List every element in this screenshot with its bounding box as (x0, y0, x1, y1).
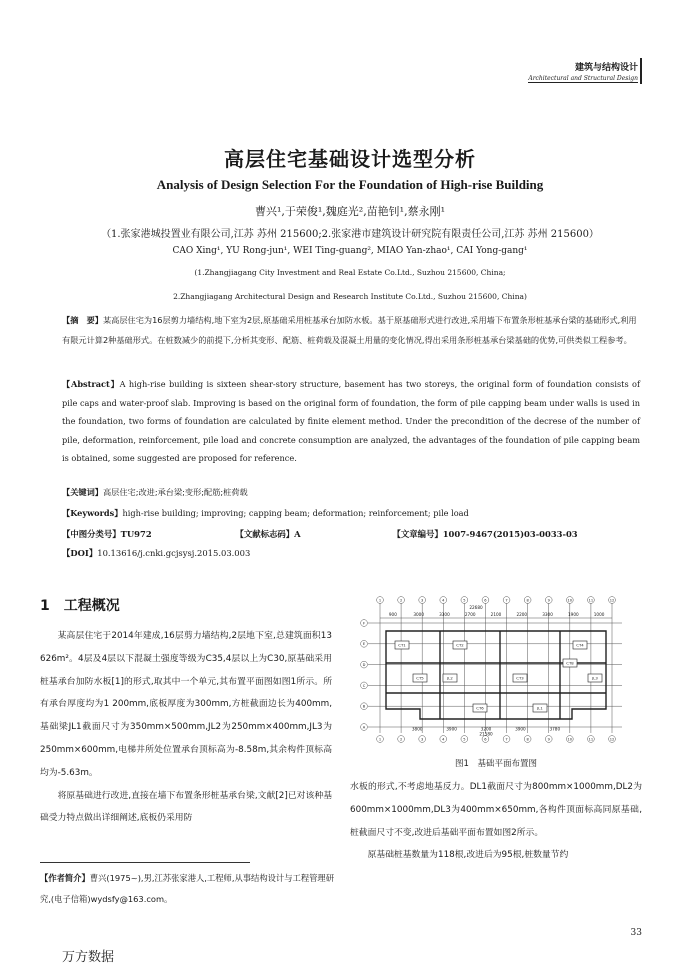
footnote-text: 曹兴(1975~),男,江苏张家港人,工程师,从事结构设计与工程管理研究,(电子信箱)wydsfy@163.com。 (40, 873, 335, 904)
footnote-label: 【作者简介】 (40, 873, 90, 883)
article-no-value: 1007-9467(2015)03-0033-03 (442, 529, 578, 539)
journal-header (528, 60, 638, 82)
cap-label-JL2: JL2 (447, 675, 453, 681)
axis-number-bottom-10: 10 (567, 737, 573, 742)
clc-label: 【中图分类号】 (62, 529, 121, 539)
abstract-en-text: A high-rise building is sixteen shear-story structure, basement has two storeys, the original form of foundation consists of pile caps and water-proof slab. Improving is based on the original form of foundation, the form of pile capping beam under walls is used in the foundation, two forms of foundation are calculated by finite element method. Under the precondition of the decrese of the number of pile, deformation, reinforcement, pile load and concrete consumption are analyzed, the advantages of the foundation of pile capping beam is obtained, some suggested are proposed for reference. (62, 379, 640, 463)
plan-text (363, 599, 615, 742)
journal-header-en: Architectural and Structural Design (528, 75, 638, 82)
axis-number-bottom-5: 5 (463, 737, 466, 742)
article-no-label: 【文章编号】 (392, 529, 443, 539)
axis-number-top-4: 4 (442, 598, 445, 603)
author-footnote (40, 868, 340, 910)
keywords-zh-label: 【关键词】 (62, 487, 103, 497)
axis-number-top-6: 6 (484, 598, 487, 603)
abstract-en-label: 【Abstract】 (62, 379, 120, 389)
keywords-en (62, 505, 640, 521)
dim-bottom-0: 3800 (411, 726, 423, 732)
axis-letter-E: E (362, 642, 366, 647)
axis-number-bottom-3: 3 (421, 737, 424, 742)
foundation-plan-figure (350, 595, 642, 755)
dim-top-3: 2700 (464, 612, 476, 617)
axis-number-top-9: 9 (547, 598, 550, 603)
dim-bottom-1: 3900 (446, 726, 457, 732)
dim-top-7: 1900 (567, 612, 579, 617)
plan-grid (361, 597, 622, 743)
dim-top-5: 2200 (516, 612, 528, 617)
dim-top-4: 2100 (490, 612, 502, 617)
section-title: 1 工程概况 (40, 598, 120, 614)
axis-letter-F: F (362, 621, 366, 626)
axis-number-top-8: 8 (526, 598, 529, 603)
dim-top-2: 3300 (439, 612, 450, 617)
axis-number-top-7: 7 (505, 598, 508, 603)
axis-number-bottom-8: 8 (526, 737, 529, 742)
axis-number-bottom-12: 12 (609, 737, 615, 742)
doi-value: 10.13616/j.cnki.gcjsysj.2015.03.003 (97, 548, 251, 558)
footnote-rule (40, 862, 250, 863)
dim-top-1: 3000 (413, 612, 425, 617)
header-bar (640, 58, 642, 84)
doc-code-label: 【文献标志码】 (235, 529, 295, 539)
body-right-column (350, 776, 642, 867)
title-en: Analysis of Design Selection For the Foundation of High-rise Building (156, 177, 544, 192)
cap-label-CT6: CT6 (476, 705, 484, 711)
cap-label-CT1: CT1 (398, 642, 406, 648)
axis-number-bottom-7: 7 (505, 737, 508, 742)
header-rule (528, 82, 638, 83)
cap-label-CT5: CT5 (416, 675, 424, 681)
paragraph-2: 将原基础进行改进,直接在墙下布置条形桩基承台梁,文献[2]已对该种基础受力特点做出详细阐述,底板仍采用防 (40, 790, 332, 824)
cap-label-CT4: CT4 (576, 642, 584, 648)
affiliations-zh: （1.张家港城投置业有限公司,江苏 苏州 215600;2.张家港市建筑设计研究院有限责任公司,江苏 苏州 215600） (101, 229, 599, 240)
axis-number-top-2: 2 (399, 598, 403, 603)
axis-letter-B: B (362, 704, 366, 709)
axis-number-top-11: 11 (588, 598, 594, 603)
cap-label-CT2: CT2 (456, 642, 464, 648)
affiliation-en-2: 2.Zhangjiagang Architectural Design and Research Institute Co.Ltd., Suzhou 215600, China) (173, 292, 527, 301)
plan-pile-caps (395, 641, 602, 712)
dim-bottom-4: 3780 (549, 726, 561, 732)
affiliation-en-1: (1.Zhangjiagang City Investment and Real Estate Co.Ltd., Suzhou 215600, China; (194, 268, 506, 277)
doi-label: 【DOI】 (62, 548, 98, 558)
cap-label-CT8: CT8 (566, 660, 574, 666)
paragraph-2-continued: 水板的形式,不考虑地基反力。DL1截面尺寸为800mm×1000mm,DL2为600mm×1000mm,DL3为400mm×650mm,各构件顶面标高同原基础,桩截面尺寸不变,改进后基础平面布置如图2所示。 (350, 782, 642, 838)
watermark: 万方数据 (62, 950, 115, 965)
axis-number-bottom-4: 4 (442, 737, 445, 742)
abstract-zh-label: 【摘 要】 (62, 315, 103, 325)
classification-row (62, 526, 640, 542)
authors-en: CAO Xing¹, YU Rong-jun¹, WEI Ting-guang², MIAO Yan-zhao¹, CAI Yong-gang¹ (172, 246, 528, 256)
axis-number-bottom-9: 9 (547, 737, 550, 742)
axis-letter-D: D (362, 663, 366, 667)
axis-number-bottom-11: 11 (588, 737, 594, 742)
axis-letter-A: A (362, 725, 366, 730)
doc-code-value: A (294, 529, 301, 539)
dim-bottom-3: 3900 (515, 726, 526, 732)
cap-label-JL1: JL1 (537, 705, 543, 711)
body-left-column (40, 625, 332, 830)
dim-top-total: 22680 (469, 605, 483, 610)
paragraph-3: 原基础桩基数量为118根,改进后为95根,桩数量节约 (367, 850, 569, 861)
axis-number-bottom-1: 1 (378, 737, 382, 742)
paragraph-1: 某高层住宅于2014年建成,16层剪力墙结构,2层地下室,总建筑面积13 626m²。4层及4层以下混凝土强度等级为C35,4层以上为C30,原基础采用桩基承台加防水板[1]的形式,取其中一个单元,其布置平面图如图1所示。所有承台厚度均为1 200mm,底板厚度为300mm,方桩截面边长为400mm,基础梁JL1截面尺寸为350mm×500mm,JL2为250mm×400mm,JL3为250mm×600mm,电梯井所处位置承台顶标高为-8.58m,其余构件顶标高均为-5.63m。 (40, 631, 332, 778)
cap-label-JL3: JL3 (592, 675, 598, 681)
dim-top-6: 3300 (542, 612, 553, 617)
abstract-en (62, 375, 640, 468)
keywords-zh-text: 高层住宅;改进;承台梁;变形;配筋;桩荷载 (102, 487, 248, 497)
keywords-en-label: 【Keywords】 (62, 508, 123, 518)
axis-number-top-12: 12 (609, 598, 615, 603)
keywords-zh (62, 484, 640, 500)
keywords-en-text: high-rise building; improving; capping beam; deformation; reinforcement; pile load (122, 508, 469, 518)
figure-1-caption: 图1 基础平面布置图 (455, 759, 537, 769)
doi (62, 545, 640, 561)
journal-header-zh: 建筑与结构设计 (574, 63, 638, 73)
cap-label-CT3: CT3 (516, 675, 524, 681)
dim-top-0: 900 (388, 612, 397, 617)
title-zh: 高层住宅基础设计选型分析 (224, 147, 476, 171)
dim-top-8: 1000 (593, 612, 605, 617)
authors-zh: 曹兴¹,于荣俊¹,魏庭光²,苗艳钊¹,蔡永刚¹ (254, 205, 446, 218)
axis-number-bottom-6: 6 (484, 737, 487, 742)
axis-number-top-10: 10 (567, 598, 573, 603)
axis-letter-C: C (362, 683, 366, 688)
abstract-zh-text: 某高层住宅为16层剪力墙结构,地下室为2层,原基础采用桩基承台加防水板。基于原基础形式进行改进,采用墙下布置条形桩基承台梁的基础形式,利用有限元计算2种基础形式。在桩数减少的前提下,分析其变形、配筋、桩荷载及混凝土用量的变化情况,得出采用条形桩基承台梁基础的优势,可供类似工程参考。 (62, 315, 637, 345)
axis-number-top-1: 1 (378, 598, 382, 603)
axis-number-top-5: 5 (463, 598, 466, 603)
dim-bottom-2: 3200 (480, 726, 492, 732)
axis-number-bottom-2: 2 (399, 737, 403, 742)
page-number: 33 (630, 928, 642, 938)
abstract-zh (62, 310, 640, 350)
dim-bottom-total: 21580 (479, 731, 493, 737)
clc-value: TU972 (120, 529, 152, 539)
axis-number-top-3: 3 (421, 598, 424, 603)
